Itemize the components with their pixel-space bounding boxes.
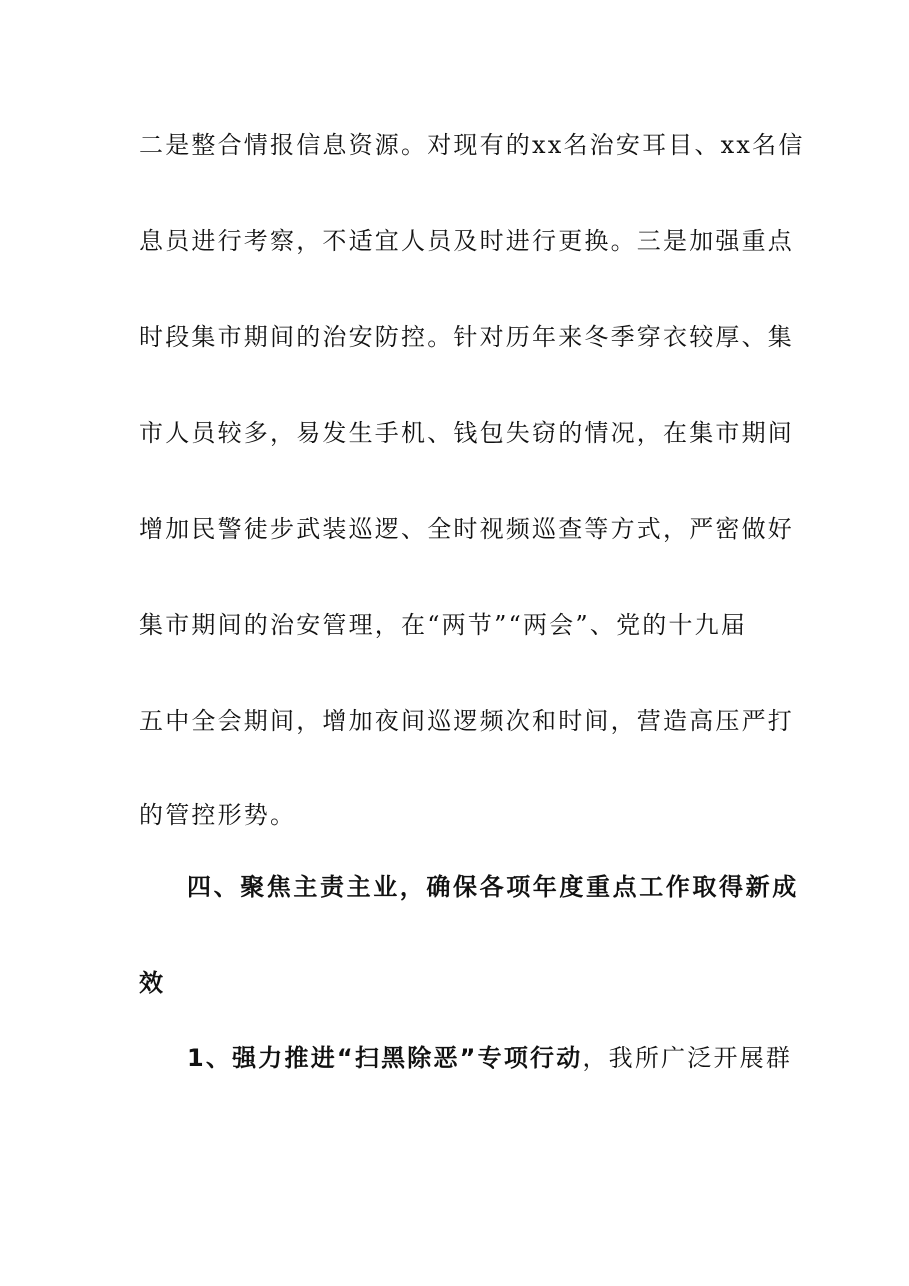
item-text: ，我所广泛开展群 <box>582 1044 793 1072</box>
body-text-line: 息员进行考察，不适宜人员及时进行更换。三是加强重点 <box>139 227 794 255</box>
body-text-line: 五中全会期间，增加夜间巡逻频次和时间，营造高压严打 <box>139 707 794 735</box>
item-title: 1、强力推进“扫黑除恶”专项行动 <box>187 1044 583 1072</box>
body-text-line: 市人员较多，易发生手机、钱包失窃的情况，在集市期间 <box>139 419 794 447</box>
item-paragraph-line <box>187 1043 827 1073</box>
body-text-line: 集市期间的治安管理，在“两节”“两会”、党的十九届 <box>139 611 748 639</box>
section-heading: 四、聚焦主责主业，确保各项年度重点工作取得新成 <box>187 873 799 901</box>
body-text-line: 的管控形势。 <box>139 801 297 829</box>
body-text-line: 时段集市期间的治安防控。针对历年来冬季穿衣较厚、集 <box>139 323 794 351</box>
section-heading-continuation: 效 <box>139 969 166 997</box>
body-text-line: 二是整合情报信息资源。对现有的xx名治安耳目、xx名信 <box>139 131 805 159</box>
body-text-line: 增加民警徒步武装巡逻、全时视频巡查等方式，严密做好 <box>139 515 794 543</box>
